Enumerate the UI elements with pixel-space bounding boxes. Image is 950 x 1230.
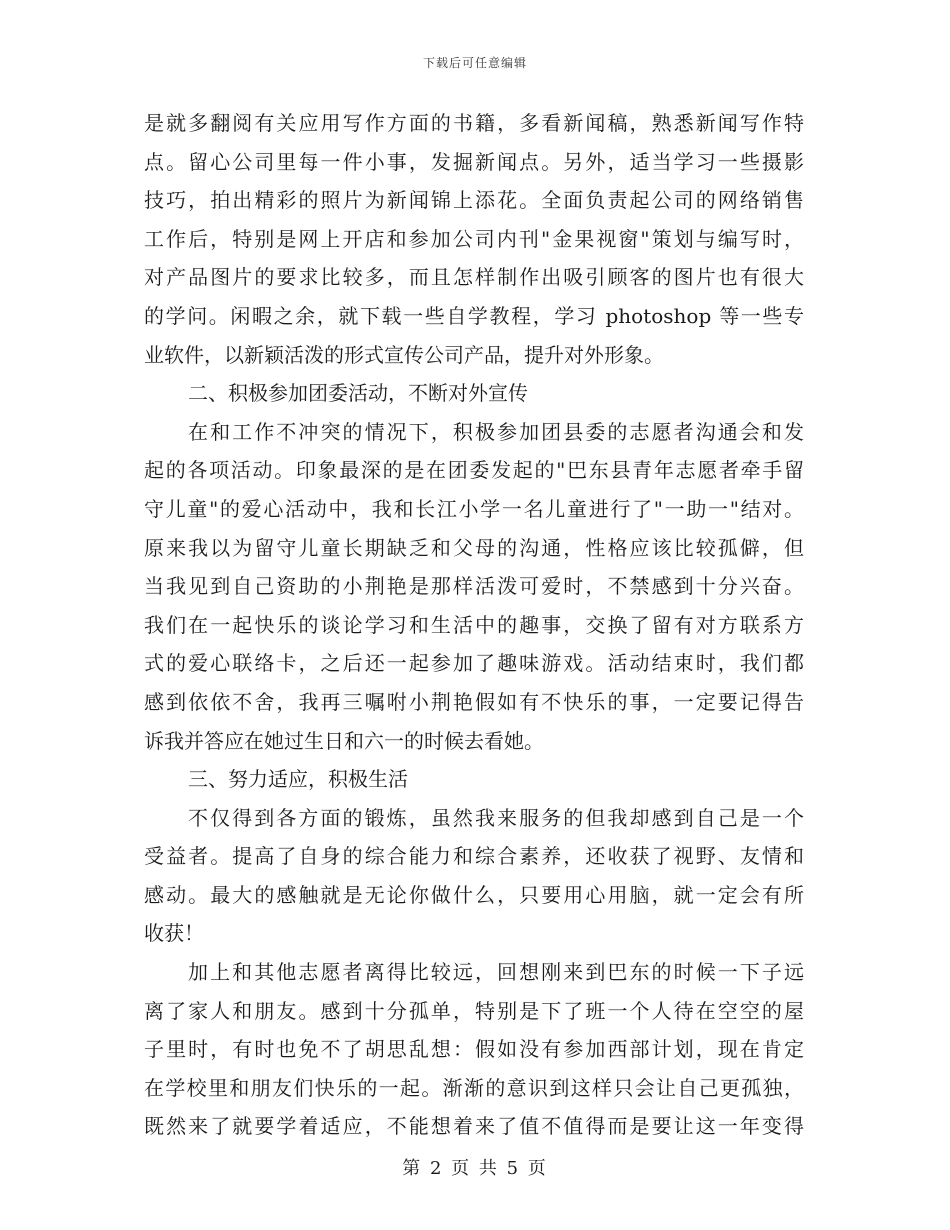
- text-line: 业软件，以新颖活泼的形式宣传公司产品，提升对外形象。: [144, 342, 664, 367]
- text-line: 感到依依不舍，我再三嘱咐小荆艳假如有不快乐的事，一定要记得告: [144, 689, 804, 714]
- text-line: 原来我以为留守儿童长期缺乏和父母的沟通，性格应该比较孤僻，但: [144, 535, 804, 560]
- page-header: 下载后可任意编辑: [422, 56, 527, 70]
- text-line: 工作后，特别是网上开店和参加公司内刊"金果视窗"策划与编写时，: [144, 226, 804, 251]
- text-line: 不仅得到各方面的锻炼，虽然我来服务的但我却感到自己是一个: [188, 805, 804, 830]
- text-line: 收获！: [144, 921, 204, 946]
- text-line: 受益者。提高了自身的综合能力和综合素养，还收获了视野、友情和: [144, 844, 804, 869]
- text-line: 子里时，有时也免不了胡思乱想：假如没有参加西部计划，现在肯定: [144, 1037, 804, 1062]
- text-line: 当我见到自己资助的小荆艳是那样活泼可爱时，不禁感到十分兴奋。: [144, 574, 804, 599]
- text-line: 离了家人和朋友。感到十分孤单，特别是下了班一个人待在空空的屋: [144, 998, 804, 1023]
- text-line: 技巧，拍出精彩的照片为新闻锦上添花。全面负责起公司的网络销售: [144, 188, 804, 213]
- text-line: 诉我并答应在她过生日和六一的时候去看她。: [144, 728, 544, 753]
- text-line: 感动。最大的感触就是无论你做什么，只要用心用脑，就一定会有所: [144, 882, 804, 907]
- text-line: 我们在一起快乐的谈论学习和生活中的趣事，交换了留有对方联系方: [144, 612, 804, 637]
- text-line: 在学校里和朋友们快乐的一起。渐渐的意识到这样只会让自己更孤独，: [144, 1075, 804, 1100]
- text-line: 点。留心公司里每一件小事，发掘新闻点。另外，适当学习一些摄影: [144, 149, 804, 174]
- text-line: 式的爱心联络卡，之后还一起参加了趣味游戏。活动结束时，我们都: [144, 651, 804, 676]
- page-footer: 第 2 页 共 5 页: [402, 1158, 548, 1179]
- text-line: 的学问。闲暇之余，就下载一些自学教程，学习 photoshop 等一些专: [144, 303, 804, 328]
- text-line: 在和工作不冲突的情况下，积极参加团县委的志愿者沟通会和发: [188, 419, 804, 444]
- text-line: 是就多翻阅有关应用写作方面的书籍，多看新闻稿，熟悉新闻写作特: [144, 111, 804, 135]
- text-line: 起的各项活动。印象最深的是在团委发起的"巴东县青年志愿者牵手留: [144, 458, 804, 483]
- text-line: 守儿童"的爱心活动中，我和长江小学一名儿童进行了"一助一"结对。: [144, 496, 804, 521]
- text-line: 既然来了就要学着适应，不能想着来了值不值得而是要让这一年变得: [144, 1114, 804, 1139]
- text-line: 二、积极参加团委活动，不断对外宣传: [188, 381, 528, 406]
- document-body: [144, 104, 804, 1146]
- text-line: 三、努力适应，积极生活: [188, 767, 408, 792]
- text-line: 对产品图片的要求比较多，而且怎样制作出吸引顾客的图片也有很大: [144, 265, 804, 290]
- text-line: 加上和其他志愿者离得比较远，回想刚来到巴东的时候一下子远: [188, 960, 804, 985]
